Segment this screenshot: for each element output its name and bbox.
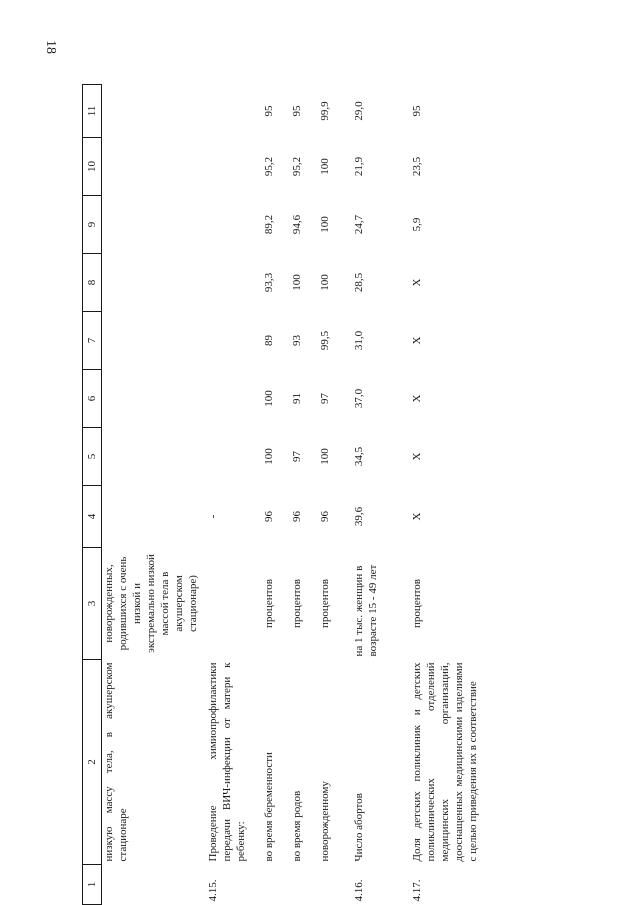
indicator-table — [82, 84, 504, 905]
indicator-name: Число абортов — [353, 793, 365, 862]
header-cell-9: 9 — [83, 196, 102, 254]
value-col-7: 31,0 — [353, 330, 365, 351]
value-col-6: 100 — [263, 390, 275, 407]
value-col-9: 94,6 — [291, 214, 303, 235]
table-row — [290, 85, 318, 905]
unit-cell: процентов — [319, 579, 331, 628]
value-col-10 — [102, 138, 201, 196]
value-col-6: 97 — [319, 393, 331, 404]
value-col-11: 95 — [411, 105, 423, 117]
value-col-5: 97 — [291, 451, 303, 462]
header-cell-7: 7 — [83, 312, 102, 370]
value-col-8 — [200, 254, 262, 312]
table-row — [200, 85, 262, 905]
value-col-6 — [102, 370, 201, 428]
value-col-6: X — [411, 394, 423, 403]
row-number: 4.17. — [411, 879, 423, 902]
indicator-name: Проведение химиопрофилактики передачи ВИЧ-инфекции от матери к ребенку: — [207, 662, 247, 862]
value-col-6 — [200, 370, 262, 428]
value-col-8: 100 — [319, 274, 331, 291]
header-cell-1: 1 — [83, 865, 102, 905]
value-col-4: X — [411, 512, 423, 521]
indicator-name: Доля детских поликлиник и детских поликлинических отделений медицинских организаций, дооснащенных медицинскими изделиями с целью приведения их в соответствие — [411, 662, 479, 862]
unit-cell: процентов — [291, 579, 303, 628]
unit-cell — [200, 548, 262, 660]
value-col-9 — [102, 196, 201, 254]
table-row — [404, 85, 504, 905]
value-col-9: 5,9 — [411, 217, 423, 232]
header-cell-4: 4 — [83, 486, 102, 548]
value-col-10: 100 — [319, 158, 331, 175]
value-col-5: 100 — [263, 448, 275, 465]
value-col-4: 96 — [319, 511, 331, 522]
page-number: 18 — [43, 40, 58, 54]
header-cell-8: 8 — [83, 254, 102, 312]
unit-cell: процентов — [263, 579, 275, 628]
value-col-5: 34,5 — [353, 446, 365, 467]
unit-cell: новорожденных, родившихся с очень низкой и экстремально низкой массой тела в акушерском стационаре) — [103, 554, 199, 653]
value-col-8: 28,5 — [353, 272, 365, 293]
indicator-name: во время беременности — [263, 752, 275, 862]
value-col-11 — [102, 85, 201, 138]
value-col-11: 29,0 — [353, 101, 365, 121]
row-number — [102, 865, 201, 905]
value-col-8: 93,3 — [263, 272, 275, 293]
header-cell-6: 6 — [83, 370, 102, 428]
value-col-8 — [102, 254, 201, 312]
value-col-10: 21,9 — [353, 156, 365, 177]
row-number — [318, 865, 346, 905]
header-cell-5: 5 — [83, 428, 102, 486]
value-col-10: 23,5 — [411, 156, 423, 177]
value-col-5 — [102, 428, 201, 486]
value-col-4 — [102, 486, 201, 548]
indicator-name: низкую массу тела, в акушерском стационаре — [103, 662, 129, 862]
value-col-4: 96 — [263, 511, 275, 522]
value-col-4: - — [207, 514, 219, 519]
value-col-4: 39,6 — [353, 506, 365, 527]
value-col-7 — [102, 312, 201, 370]
unit-cell: на 1 тыс. женщин в возрасте 15 - 49 лет — [353, 564, 379, 657]
value-col-9 — [200, 196, 262, 254]
value-col-7: 93 — [291, 335, 303, 346]
value-col-4: 96 — [291, 511, 303, 522]
value-col-5 — [200, 428, 262, 486]
value-col-5: 100 — [319, 448, 331, 465]
value-col-8: 100 — [291, 274, 303, 291]
header-cell-11: 11 — [83, 85, 102, 138]
table-row — [318, 85, 346, 905]
row-number — [290, 865, 318, 905]
value-col-7: 89 — [263, 335, 275, 346]
value-col-7: X — [411, 336, 423, 345]
value-col-11: 99,9 — [319, 101, 331, 121]
value-col-11: 95 — [263, 105, 275, 117]
value-col-11 — [200, 85, 262, 138]
header-cell-2: 2 — [83, 660, 102, 865]
row-number: 4.16. — [353, 879, 365, 902]
unit-cell: процентов — [411, 579, 423, 628]
table-row — [262, 85, 290, 905]
value-col-9: 89,2 — [263, 214, 275, 235]
value-col-7 — [200, 312, 262, 370]
value-col-11: 95 — [291, 105, 303, 117]
value-col-8: X — [411, 278, 423, 287]
header-cell-10: 10 — [83, 138, 102, 196]
value-col-5: X — [411, 452, 423, 461]
value-col-10: 95,2 — [263, 156, 275, 177]
header-cell-3: 3 — [83, 548, 102, 660]
value-col-9: 100 — [319, 216, 331, 233]
value-col-7: 99,5 — [319, 330, 331, 351]
value-col-9: 24,7 — [353, 214, 365, 235]
header-row — [83, 85, 102, 905]
row-number: 4.15. — [207, 879, 219, 902]
row-number — [262, 865, 290, 905]
indicator-name: во время родов — [291, 790, 303, 862]
table-row — [102, 85, 201, 905]
value-col-6: 37,0 — [353, 388, 365, 409]
value-col-6: 91 — [291, 393, 303, 404]
table-row — [346, 85, 404, 905]
value-col-10: 95,2 — [291, 156, 303, 177]
rotated-table-container — [82, 85, 512, 905]
indicator-name: новорожденному — [319, 781, 331, 862]
value-col-10 — [200, 138, 262, 196]
